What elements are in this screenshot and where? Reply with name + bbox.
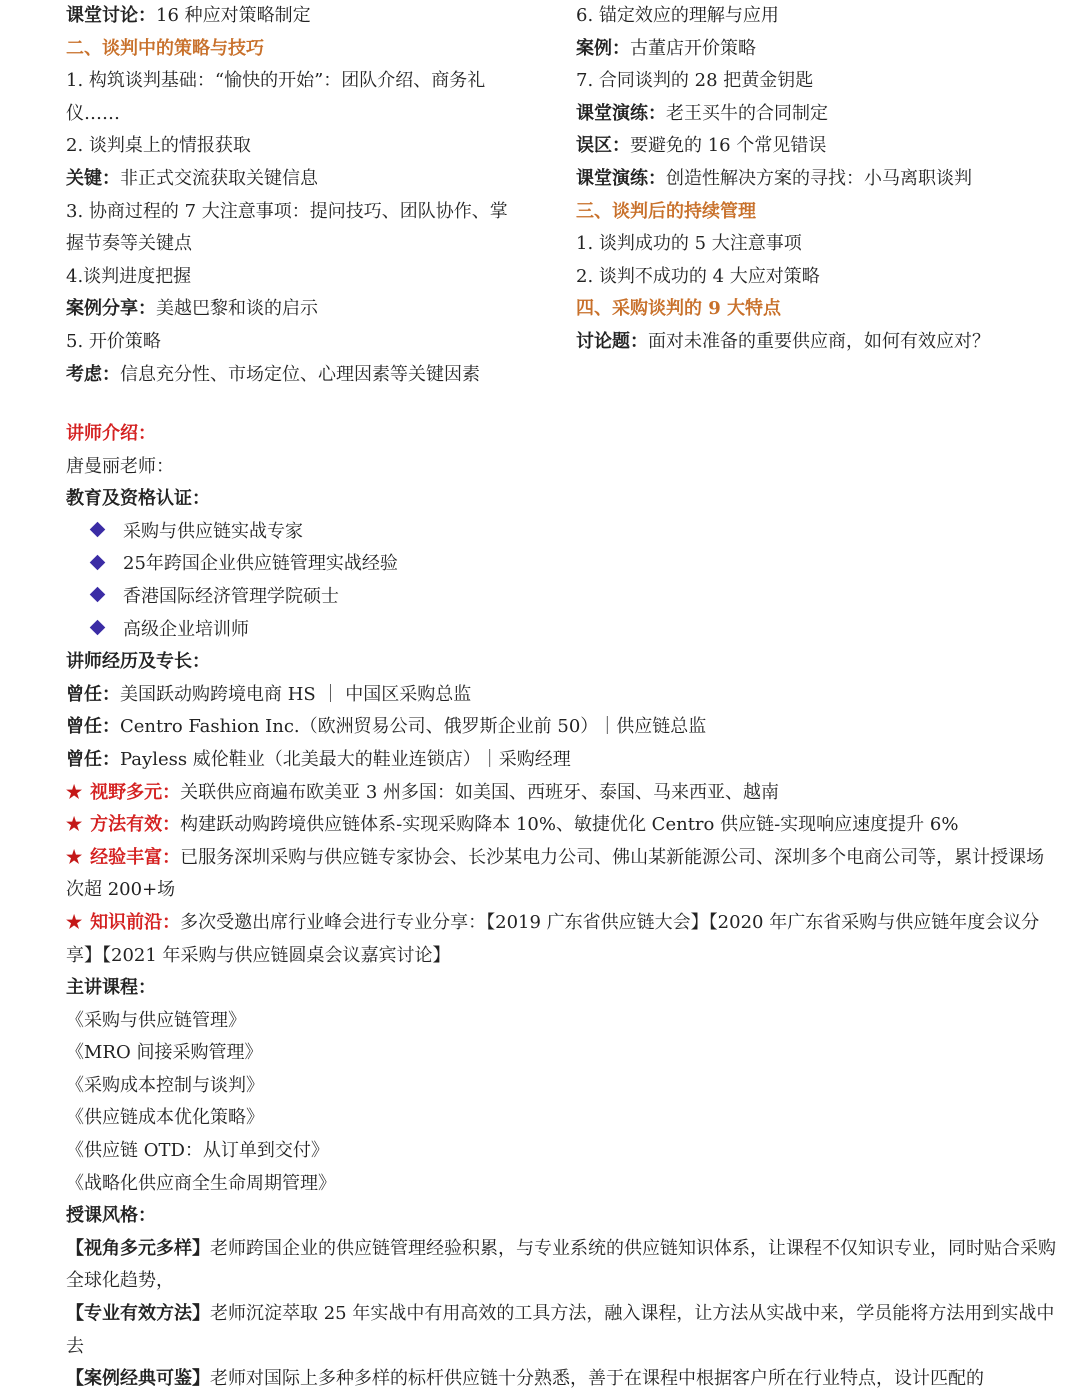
- education-heading: 教育及资格认证：: [66, 488, 210, 510]
- highlight-line: ★ 方法有效：构建跃动购跨境供应链体系-实现采购降本 10%、敏捷优化 Centro 供应链-实现响应速度提升 6%: [66, 814, 959, 836]
- course-item: 《供应链 OTD：从订单到交付》: [66, 1140, 329, 1162]
- case-line: 案例：古董店开价策略: [576, 37, 756, 59]
- style-heading: 授课风格：: [66, 1205, 156, 1227]
- key-line: 关键：非正式交流获取关键信息: [66, 167, 318, 189]
- highlight-line: ★ 知识前沿：多次受邀出席行业峰会进行专业分享：【2019 广东省供应链大会】【2020 年广东省采购与供应链年度会议分享】【2021 年采购与供应链圆桌会议嘉宾讨论】: [66, 911, 1040, 966]
- courses-heading: 主讲课程：: [66, 977, 156, 999]
- star-icon: ★: [66, 781, 83, 803]
- item-3-line-b: 握节奏等关键点: [66, 233, 192, 255]
- discussion-line: 课堂讨论：16 种应对策略制定: [66, 5, 311, 26]
- diamond-bullet-icon: [90, 587, 106, 603]
- practice-line-1: 课堂演练：老王买牛的合同制定: [576, 102, 828, 124]
- item-6: 6. 锚定效应的理解与应用: [576, 5, 779, 26]
- item-2: 2. 谈判桌上的情报获取: [66, 135, 251, 157]
- course-item: 《MRO 间接采购管理》: [66, 1042, 263, 1064]
- section-heading-4: 四、采购谈判的 9 大特点: [576, 298, 782, 320]
- diamond-bullet-icon: [90, 620, 106, 636]
- item-5: 5. 开价策略: [66, 330, 161, 352]
- practice-line-2: 课堂演练：创造性解决方案的寻找：小马离职谈判: [576, 167, 972, 189]
- section-heading-3: 三、谈判后的持续管理: [576, 200, 756, 222]
- instructor-section: [66, 418, 1056, 1396]
- post-item-2: 2. 谈判不成功的 4 大应对策略: [576, 265, 820, 287]
- star-icon: ★: [66, 814, 83, 836]
- star-icon: ★: [66, 846, 83, 868]
- item-3-line-a: 3. 协商过程的 7 大注意事项：提问技巧、团队协作、掌: [66, 200, 508, 222]
- star-icon: ★: [66, 911, 83, 933]
- course-item: 《采购与供应链管理》: [66, 1009, 246, 1031]
- position-line: 曾任：Centro Fashion Inc.（欧洲贸易公司、俄罗斯企业前 50）｜供应链总监: [66, 716, 707, 738]
- style-paragraph: 【专业有效方法】老师沉淀萃取 25 年实战中有用高效的工具方法，融入课程，让方法从实战中来，学员能将方法用到实战中去: [66, 1303, 1055, 1357]
- mistake-line: 误区：要避免的 16 个常见错误: [576, 135, 827, 157]
- item-7: 7. 合同谈判的 28 把黄金钥匙: [576, 70, 814, 92]
- edu-item: 采购与供应链实战专家: [66, 516, 1056, 549]
- instructor-heading: 讲师介绍：: [66, 423, 156, 444]
- item-1-line-b: 仪……: [66, 102, 120, 124]
- case-share-line: 案例分享：美越巴黎和谈的启示: [66, 298, 318, 320]
- diamond-bullet-icon: [90, 522, 106, 538]
- post-item-1: 1. 谈判成功的 5 大注意事项: [576, 233, 802, 255]
- left-column: [66, 0, 544, 391]
- edu-item: 香港国际经济管理学院硕士: [66, 581, 1056, 614]
- position-line: 曾任：Payless 威伦鞋业（北美最大的鞋业连锁店）｜采购经理: [66, 748, 571, 770]
- experience-heading: 讲师经历及专长：: [66, 651, 210, 673]
- consider-line: 考虑：信息充分性、市场定位、心理因素等关键因素: [66, 363, 480, 385]
- item-4: 4.谈判进度把握: [66, 265, 192, 287]
- edu-item: 高级企业培训师: [66, 614, 1056, 647]
- style-paragraph: 【案例经典可鉴】老师对国际上多种多样的标杆供应链十分熟悉，善于在课程中根据客户所在行业特点，设计匹配的: [66, 1368, 984, 1390]
- item-1-line-a: 1. 构筑谈判基础：“愉快的开始”：团队介绍、商务礼: [66, 70, 486, 92]
- position-line: 曾任：美国跃动购跨境电商 HS ｜ 中国区采购总监: [66, 683, 472, 705]
- course-item: 《战略化供应商全生命周期管理》: [66, 1172, 336, 1194]
- course-item: 《供应链成本优化策略》: [66, 1107, 264, 1129]
- highlight-line: ★ 经验丰富：已服务深圳采购与供应链专家协会、长沙某电力公司、佛山某新能源公司、深圳多个电商公司等，累计授课场次超 200+场: [66, 846, 1045, 901]
- section-heading-2: 二、谈判中的策略与技巧: [66, 37, 264, 59]
- instructor-name: 唐曼丽老师：: [66, 455, 174, 477]
- course-item: 《采购成本控制与谈判》: [66, 1074, 264, 1096]
- style-paragraph: 【视角多元多样】老师跨国企业的供应链管理经验积累，与专业系统的供应链知识体系，让课程不仅知识专业，同时贴合采购全球化趋势，: [66, 1237, 1056, 1292]
- edu-item: 25年跨国企业供应链管理实战经验: [66, 548, 1056, 581]
- discussion-question: 讨论题：面对未准备的重要供应商，如何有效应对？: [576, 330, 990, 352]
- right-column: [576, 0, 1056, 359]
- diamond-bullet-icon: [90, 555, 106, 571]
- highlight-line: ★ 视野多元：关联供应商遍布欧美亚 3 州多国：如美国、西班牙、泰国、马来西亚、越南: [66, 781, 780, 803]
